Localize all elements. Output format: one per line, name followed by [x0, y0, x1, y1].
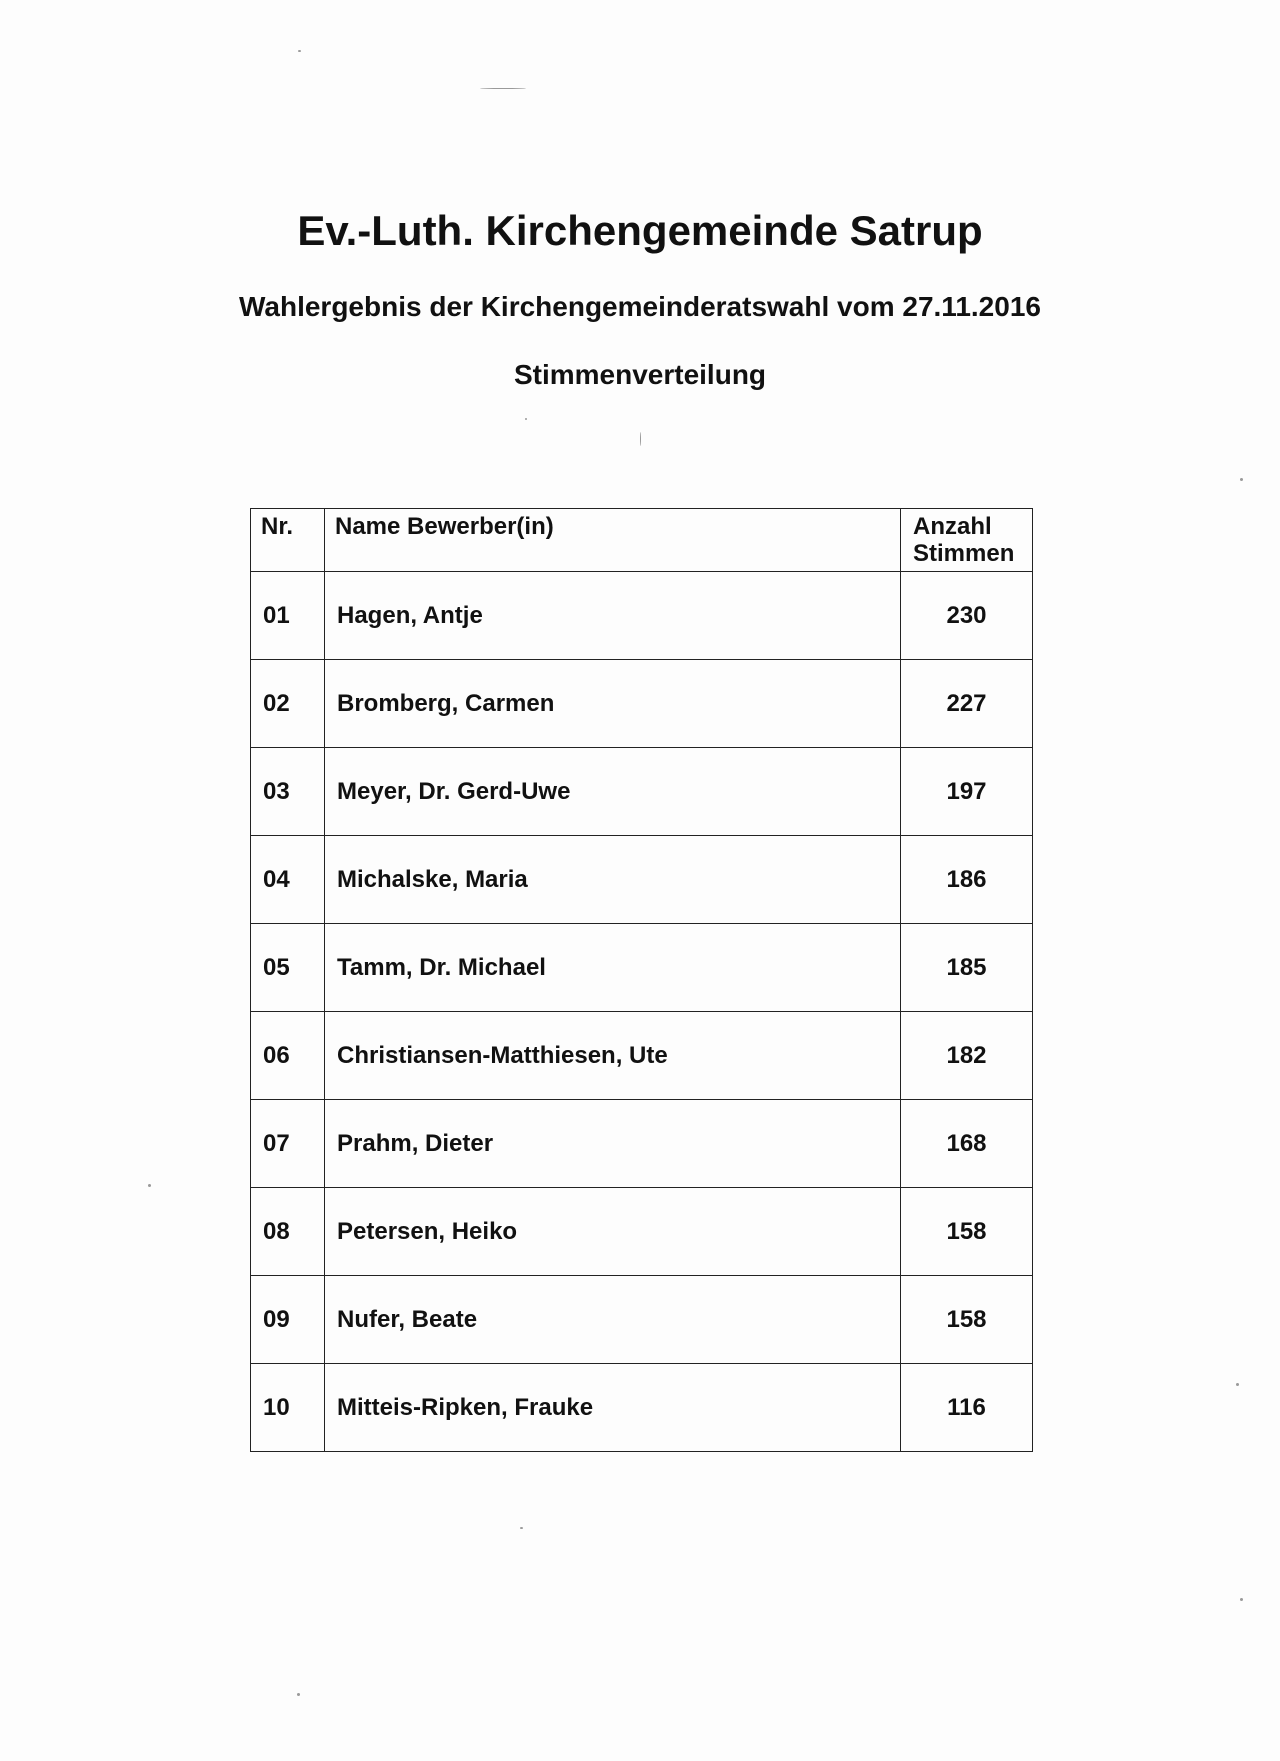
- table-row: [251, 1276, 1033, 1364]
- header-nr: Nr.: [251, 509, 325, 572]
- cell-name: Meyer, Dr. Gerd-Uwe: [325, 748, 901, 836]
- section-heading: Stimmenverteilung: [513, 359, 767, 390]
- cell-votes: 158: [901, 1276, 1033, 1364]
- scan-speck: [525, 418, 527, 420]
- cell-votes: 158: [901, 1188, 1033, 1276]
- header-name: Name Bewerber(in): [325, 509, 901, 572]
- cell-name: Nufer, Beate: [325, 1276, 901, 1364]
- cell-nr: 08: [251, 1188, 325, 1276]
- cell-nr: 03: [251, 748, 325, 836]
- cell-name: Michalske, Maria: [325, 836, 901, 924]
- cell-name: Prahm, Dieter: [325, 1100, 901, 1188]
- cell-name: Mitteis-Ripken, Frauke: [325, 1364, 901, 1452]
- header-votes-line1: Anzahl: [913, 513, 992, 540]
- cell-name: Bromberg, Carmen: [325, 660, 901, 748]
- cell-votes: 182: [901, 1012, 1033, 1100]
- table-row: [251, 660, 1033, 748]
- table-row: [251, 836, 1033, 924]
- cell-votes: 197: [901, 748, 1033, 836]
- scan-speck: [520, 1527, 523, 1529]
- cell-nr: 10: [251, 1364, 325, 1452]
- scan-speck: [297, 1693, 300, 1696]
- cell-nr: 07: [251, 1100, 325, 1188]
- table-row: [251, 1188, 1033, 1276]
- cell-name: Christiansen-Matthiesen, Ute: [325, 1012, 901, 1100]
- cell-votes: 230: [901, 572, 1033, 660]
- table-row: [251, 572, 1033, 660]
- cell-votes: 116: [901, 1364, 1033, 1452]
- cell-nr: 04: [251, 836, 325, 924]
- scan-speck: [1240, 478, 1243, 481]
- cell-name: Tamm, Dr. Michael: [325, 924, 901, 1012]
- table-row: [251, 1012, 1033, 1100]
- table-row: [251, 748, 1033, 836]
- cell-nr: 05: [251, 924, 325, 1012]
- cell-votes: 227: [901, 660, 1033, 748]
- cell-nr: 01: [251, 572, 325, 660]
- scan-speck: [1236, 1383, 1239, 1386]
- scan-speck: [148, 1184, 151, 1187]
- table-row: [251, 1100, 1033, 1188]
- table-row: [251, 1364, 1033, 1452]
- cell-nr: 06: [251, 1012, 325, 1100]
- scan-speck: [640, 432, 641, 446]
- scan-speck: [480, 88, 526, 89]
- cell-votes: 168: [901, 1100, 1033, 1188]
- table-row: [251, 924, 1033, 1012]
- results-table: [250, 508, 1033, 1452]
- scan-speck: [298, 50, 301, 52]
- cell-nr: 02: [251, 660, 325, 748]
- scan-speck: [1240, 1598, 1243, 1601]
- page-subtitle: Wahlergebnis der Kirchengemeinderatswahl vom 27.11.2016: [239, 291, 1041, 322]
- cell-name: Petersen, Heiko: [325, 1188, 901, 1276]
- cell-name: Hagen, Antje: [325, 572, 901, 660]
- table-header-row: [251, 509, 1033, 572]
- header-votes-line2: Stimmen: [913, 540, 1015, 567]
- cell-nr: 09: [251, 1276, 325, 1364]
- cell-votes: 185: [901, 924, 1033, 1012]
- page-title: Ev.-Luth. Kirchengemeinde Satrup: [297, 207, 983, 254]
- cell-votes: 186: [901, 836, 1033, 924]
- header-votes: [901, 509, 1033, 572]
